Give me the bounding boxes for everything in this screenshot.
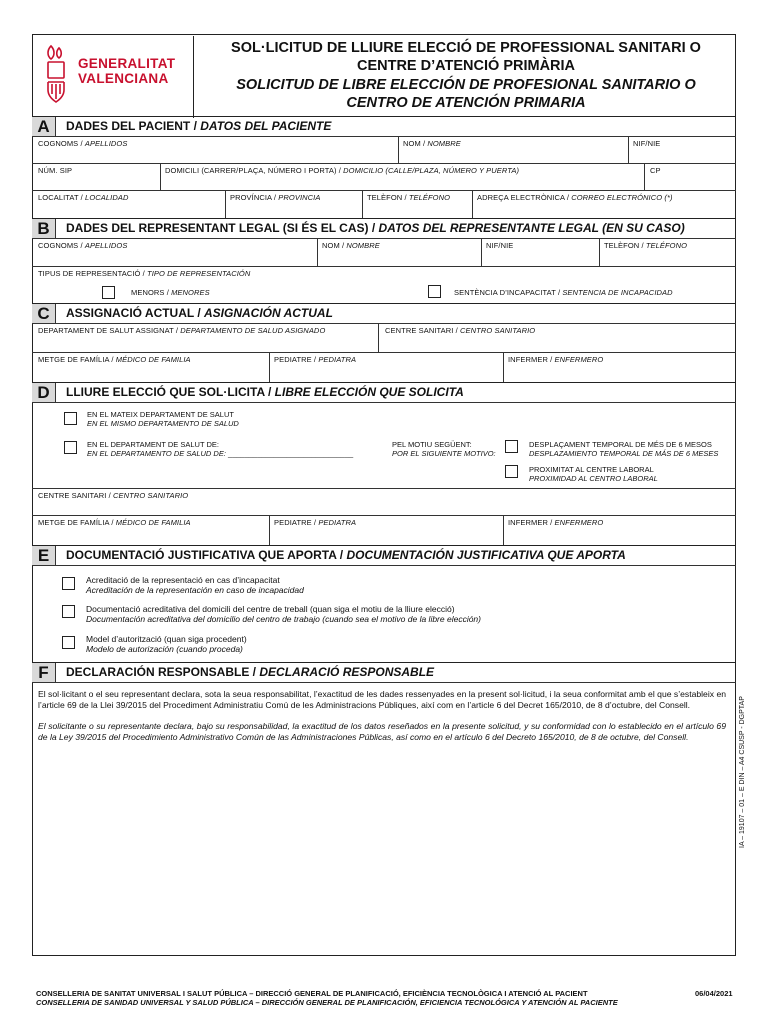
- section-letter: E: [32, 546, 56, 565]
- label-pediatra-d: PEDIATRE / PEDIATRA: [274, 518, 357, 527]
- nif-input[interactable]: [633, 148, 733, 162]
- label-telefono: TELÈFON / TELÉFONO: [367, 193, 451, 202]
- menores-checkbox[interactable]: [102, 286, 115, 299]
- mismo-departamento-checkbox[interactable]: [64, 412, 77, 425]
- label-enfermero-d: INFERMER / ENFERMERO: [508, 518, 604, 527]
- label-sentencia: SENTÈNCIA D’INCAPACITAT / SENTENCIA DE INCAPACIDAD: [454, 288, 673, 297]
- sentencia-incapacidad-checkbox[interactable]: [428, 285, 441, 298]
- section-title: LLIURE ELECCIÓ QUE SOL·LICITA / LIBRE ELECCIÓN QUE SOLICITA: [66, 385, 464, 399]
- enfermero-input[interactable]: [508, 364, 732, 380]
- label-apellidos: COGNOMS / APELLIDOS: [38, 139, 128, 148]
- section-c-header: [32, 303, 736, 324]
- logo-text-line2: VALENCIANA: [78, 71, 169, 86]
- apellidos-input[interactable]: [38, 148, 396, 162]
- header-separator: [193, 36, 194, 118]
- label-menores: MENORS / MENORES: [131, 288, 210, 297]
- departamento-blank[interactable]: ______________________________: [228, 449, 354, 458]
- sip-input[interactable]: [38, 175, 156, 189]
- section-title: DOCUMENTACIÓ JUSTIFICATIVA QUE APORTA / DOCUMENTACIÓN JUSTIFICATIVA QUE APORTA: [66, 548, 626, 562]
- label-provincia: PROVÍNCIA / PROVINCIA: [230, 193, 321, 202]
- title-spanish-line1: SOLICITUD DE LIBRE ELECCIÓN DE PROFESIONAL SANITARIO O: [236, 77, 696, 93]
- doc-domicilio-trabajo: Documentació acreditativa del domicili del centre de treball (quan siga el motiu de la lliure elecció) Documentación acreditativa del domicilio del centro de trabajo (cuando sea el motivo de la libre elección): [86, 604, 481, 624]
- label-centro-sanitario: CENTRE SANITARI / CENTRO SANITARIO: [385, 326, 536, 335]
- nif-rep-input[interactable]: [486, 250, 598, 264]
- label-pediatra: PEDIATRE / PEDIATRA: [274, 355, 357, 364]
- section-letter: D: [32, 383, 56, 402]
- section-letter: C: [32, 304, 56, 323]
- title-catalan-line1: SOL·LICITUD DE LLIURE ELECCIÓ DE PROFESSIONAL SANITARI O: [231, 40, 701, 56]
- medico-familia-input[interactable]: [38, 364, 266, 380]
- label-localidad: LOCALITAT / LOCALIDAD: [38, 193, 129, 202]
- telefono-input[interactable]: [367, 202, 471, 216]
- doc-domicilio-trabajo-checkbox[interactable]: [62, 605, 75, 618]
- title-spanish-line2: CENTRO DE ATENCIÓN PRIMARIA: [346, 95, 586, 111]
- cp-input[interactable]: [650, 175, 732, 189]
- departamento-asignado-input[interactable]: [38, 335, 374, 351]
- label-nif-rep: NIF/NIE: [486, 241, 514, 250]
- doc-representacion-checkbox[interactable]: [62, 577, 75, 590]
- footer-catalan: CONSELLERIA DE SANITAT UNIVERSAL I SALUT PÚBLICA – DIRECCIÓ GENERAL DE PLANIFICACIÓ, EFICIÈNCIA TECNOLÒGICA I ATENCIÓ AL PACIENT: [36, 989, 588, 998]
- label-domicilio: DOMICILI (CARRER/PLAÇA, NÚMERO I PORTA) / DOMICILIO (CALLE/PLAZA, NÚMERO Y PUERTA): [165, 166, 520, 175]
- label-nombre-rep: NOM / NOMBRE: [322, 241, 380, 250]
- logo-text-line1: GENERALITAT: [78, 56, 176, 71]
- section-title: DADES DEL REPRESENTANT LEGAL (SI ÉS EL CAS) / DATOS DEL REPRESENTANTE LEGAL (EN SU CASO): [66, 221, 685, 235]
- section-title: ASSIGNACIÓ ACTUAL / ASIGNACIÓN ACTUAL: [66, 306, 333, 320]
- label-departamento-asignado: DEPARTAMENT DE SALUT ASSIGNAT / DEPARTAMENTO DE SALUD ASIGNADO: [38, 326, 326, 335]
- label-enfermero: INFERMER / ENFERMERO: [508, 355, 604, 364]
- pediatra-input[interactable]: [274, 364, 500, 380]
- proximidad-checkbox[interactable]: [505, 465, 518, 478]
- label-centro-sanitario-d: CENTRE SANITARI / CENTRO SANITARIO: [38, 491, 189, 500]
- localidad-input[interactable]: [38, 202, 223, 216]
- label-telefono-rep: TELÈFON / TELÉFONO: [604, 241, 688, 250]
- provincia-input[interactable]: [230, 202, 360, 216]
- domicilio-input[interactable]: [165, 175, 640, 189]
- option-otro-departamento: EN EL DEPARTAMENT DE SALUT DE: EN EL DEPARTAMENTO DE SALUD DE: ______________________________: [87, 440, 354, 458]
- section-d-header: [32, 382, 736, 403]
- section-e-header: [32, 545, 736, 566]
- doc-autorizacion-checkbox[interactable]: [62, 636, 75, 649]
- reason-proximidad: PROXIMITAT AL CENTRE LABORAL PROXIMIDAD AL CENTRO LABORAL: [529, 465, 658, 483]
- section-letter: F: [32, 663, 56, 682]
- label-medico-familia: METGE DE FAMÍLIA / MÉDICO DE FAMILIA: [38, 355, 191, 364]
- label-email: ADREÇA ELECTRÒNICA / CORREO ELECTRÓNICO (*): [477, 193, 673, 202]
- section-title: DECLARACIÓN RESPONSABLE / DECLARACIÓ RESPONSABLE: [66, 665, 435, 679]
- doc-autorizacion: Model d’autorització (quan siga procedent) Modelo de autorización (cuando proceda): [86, 634, 247, 654]
- label-tipo-representacion: TIPUS DE REPRESENTACIÓ / TIPO DE REPRESENTACIÓN: [38, 269, 251, 278]
- otro-departamento-checkbox[interactable]: [64, 441, 77, 454]
- section-b-header: [32, 218, 736, 239]
- telefono-rep-input[interactable]: [604, 250, 732, 264]
- medico-familia-d-input[interactable]: [38, 527, 266, 543]
- label-sip: NÚM. SIP: [38, 166, 73, 175]
- desplazamiento-checkbox[interactable]: [505, 440, 518, 453]
- pediatra-d-input[interactable]: [274, 527, 500, 543]
- email-input[interactable]: [477, 202, 732, 216]
- label-cp: CP: [650, 166, 661, 175]
- nombre-input[interactable]: [403, 148, 625, 162]
- section-f-header: [32, 662, 736, 683]
- declaration-text-spanish: El solicitante o su representante declara, bajo su responsabilidad, la exactitud de los datos reseñados en la presente solicitud, y su conformidad con lo establecido en el artículo 69 de la Ley 39/2015 del Procedimiento Administrativo Común de las Administraciones Públicas, así como en el artículo 6 del Decreto 165/2010, de 8 de octubre, del Consell.: [38, 721, 726, 742]
- doc-representacion: Acreditació de la representació en cas d’incapacitat Acreditación de la representación en caso de incapacidad: [86, 575, 304, 595]
- label-nif: NIF/NIE: [633, 139, 661, 148]
- section-letter: A: [32, 117, 56, 136]
- declaration-text-catalan: El sol·licitant o el seu representant declara, sota la seua responsabilitat, l’exactitud de les dades ressenyades en la present sol·licitud, i la seua conformitat amb el que s’estableix en l’article 69 de la Llei 39/2015 del Procediment Administratiu Comú de les Administracions Públiques, així com en l’article 6 del Decret 165/2010, de 8 d’octubre, del Consell.: [38, 689, 726, 710]
- centro-sanitario-input[interactable]: [385, 335, 732, 351]
- centro-sanitario-d-input[interactable]: [38, 500, 732, 514]
- option-mismo-departamento: EN EL MATEIX DEPARTAMENT DE SALUT EN EL MISMO DEPARTAMENTO DE SALUD: [87, 410, 239, 428]
- footer-spanish: CONSELLERIA DE SANIDAD UNIVERSAL Y SALUD PÚBLICA – DIRECCIÓN GENERAL DE PLANIFICACIÓN, EFICIENCIA TECNOLÓGICA Y ATENCIÓN AL PACIENTE: [36, 998, 618, 1007]
- title-catalan-line2: CENTRE D’ATENCIÓ PRIMÀRIA: [356, 58, 576, 74]
- label-nombre: NOM / NOMBRE: [403, 139, 461, 148]
- motivo-label: PEL MOTIU SEGÜENT: POR EL SIGUIENTE MOTIVO:: [392, 440, 496, 458]
- apellidos-rep-input[interactable]: [38, 250, 315, 264]
- section-title: DADES DEL PACIENT / DATOS DEL PACIENTE: [66, 119, 332, 133]
- footer-date: 06/04/2021: [695, 989, 733, 998]
- label-apellidos-rep: COGNOMS / APELLIDOS: [38, 241, 128, 250]
- form-code: IA – 19107 – 01 – E DIN – A4 CSUSP - DGPTAP: [739, 696, 746, 848]
- section-a-header: [32, 116, 736, 137]
- label-medico-familia-d: METGE DE FAMÍLIA / MÉDICO DE FAMILIA: [38, 518, 191, 527]
- enfermero-d-input[interactable]: [508, 527, 732, 543]
- reason-desplazamiento: DESPLAÇAMENT TEMPORAL DE MÉS DE 6 MESOS DESPLAZAMIENTO TEMPORAL DE MÁS DE 6 MESES: [529, 440, 719, 458]
- nombre-rep-input[interactable]: [322, 250, 479, 264]
- section-letter: B: [32, 219, 56, 238]
- generalitat-logo-icon: [45, 44, 67, 104]
